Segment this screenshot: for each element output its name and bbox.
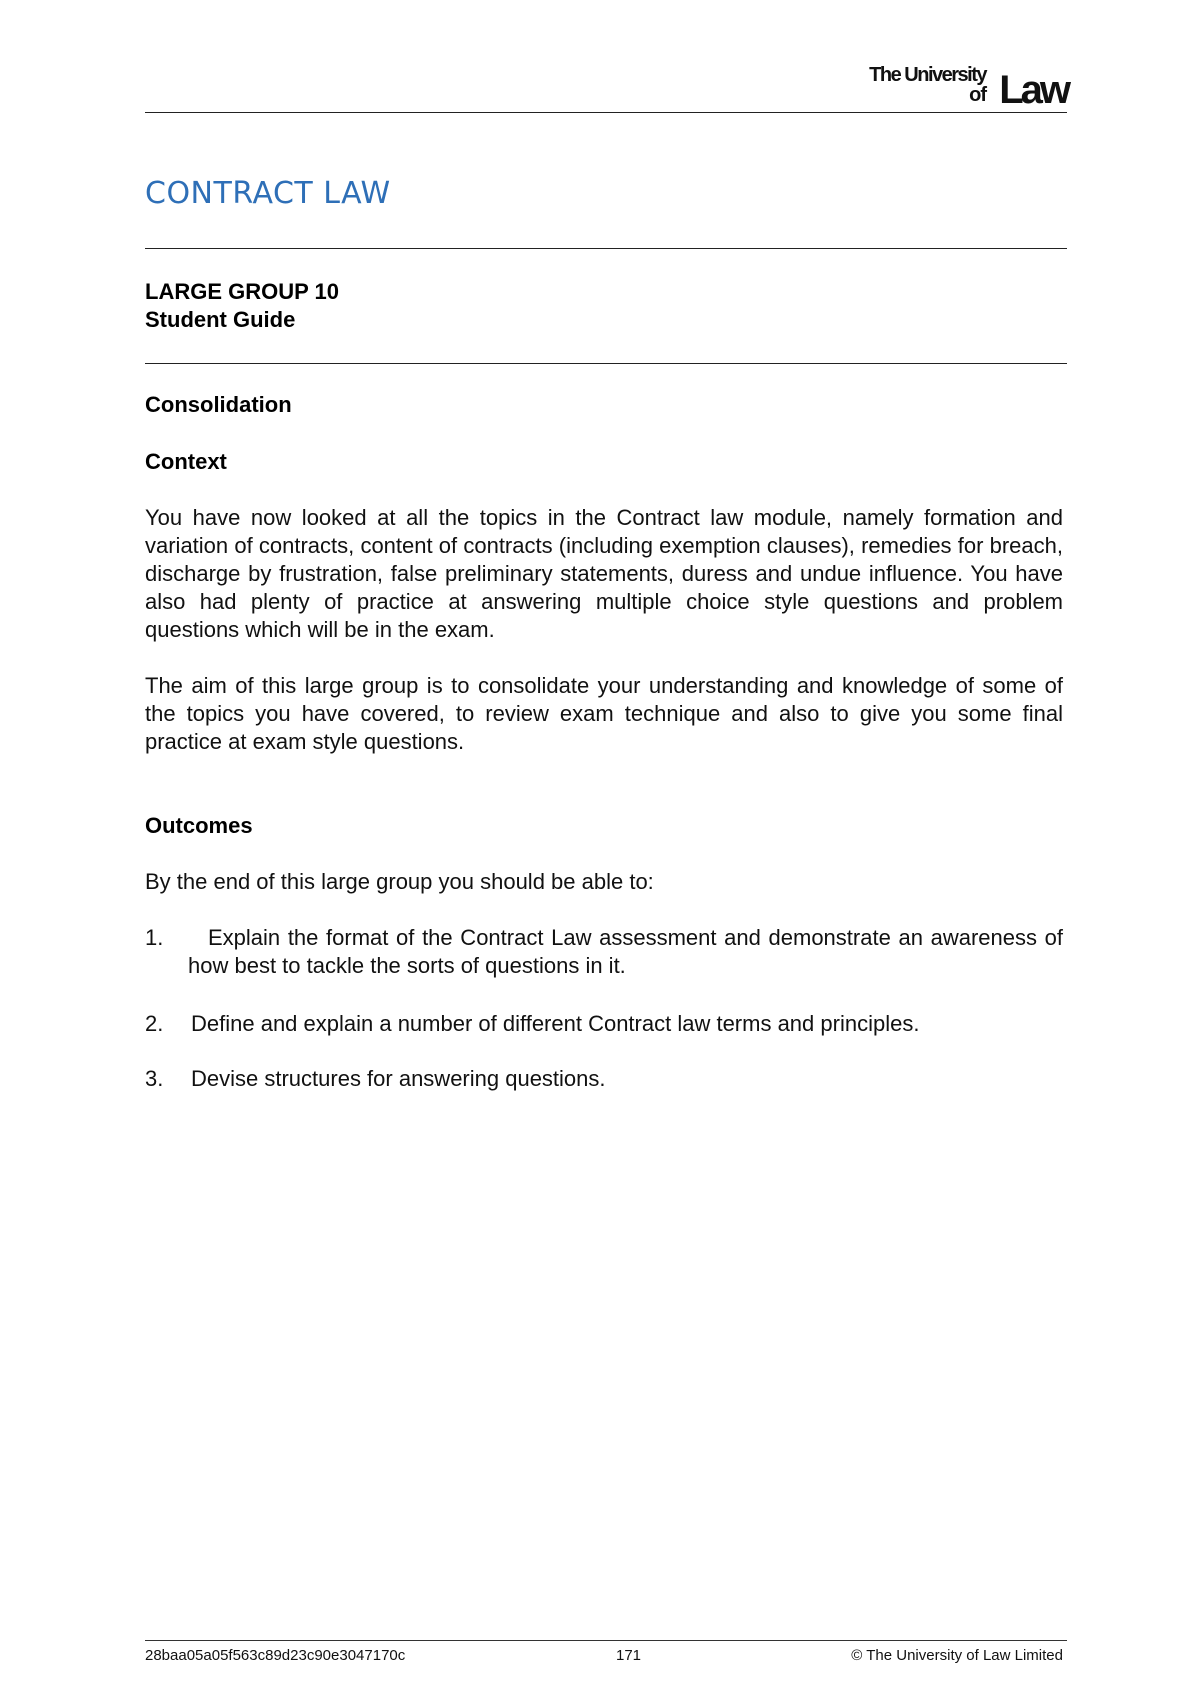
outcomes-intro: By the end of this large group you should be able to: <box>145 869 654 894</box>
list-item-number: 3. <box>145 1066 164 1091</box>
list-item <box>145 924 1063 980</box>
consolidation-heading: Consolidation <box>145 392 292 417</box>
logo-text-law: Law <box>999 68 1068 112</box>
logo-text-of: of <box>969 84 986 106</box>
header-divider <box>145 112 1067 113</box>
logo-text-the-university: The University <box>869 64 986 86</box>
university-of-law-logo <box>838 64 1068 114</box>
footer-copyright: © The University of Law Limited <box>851 1647 1063 1664</box>
list-item <box>145 1065 1063 1093</box>
context-heading: Context <box>145 449 227 474</box>
footer-page-number: 171 <box>616 1647 642 1664</box>
page-title: CONTRACT LAW <box>145 176 391 211</box>
context-paragraph-1: You have now looked at all the topics in the Contract law module, namely formation and variation of contracts, content of contracts (including exemption clauses), remedies for breach, discharge by frustration, false preliminary statements, duress and undue influence. You have also had plenty of practice at answering multiple choice style questions and problem questions which will be in the exam. <box>145 505 1063 642</box>
subheading-divider <box>145 363 1067 364</box>
context-paragraph-2: The aim of this large group is to consolidate your understanding and knowledge of some of the topics you have covered, to review exam technique and also to give you some final practice at exam style questions. <box>145 673 1063 754</box>
large-group-label: LARGE GROUP 10 <box>145 279 339 304</box>
student-guide-label: Student Guide <box>145 307 296 332</box>
footer-document-id: 28baa05a05f563c89d23c90e3047170c <box>145 1647 406 1664</box>
list-item-number: 1. <box>145 925 164 950</box>
footer-divider <box>145 1640 1067 1641</box>
list-item-text: Explain the format of the Contract Law assessment and demonstrate an awareness of how best to tackle the sorts of questions in it. <box>188 925 1063 978</box>
list-item <box>145 1010 1063 1038</box>
outcomes-heading: Outcomes <box>145 813 253 838</box>
list-item-text: Devise structures for answering questions. <box>191 1066 606 1091</box>
title-divider <box>145 248 1067 249</box>
list-item-number: 2. <box>145 1011 164 1036</box>
list-item-text: Define and explain a number of different Contract law terms and principles. <box>191 1011 920 1036</box>
